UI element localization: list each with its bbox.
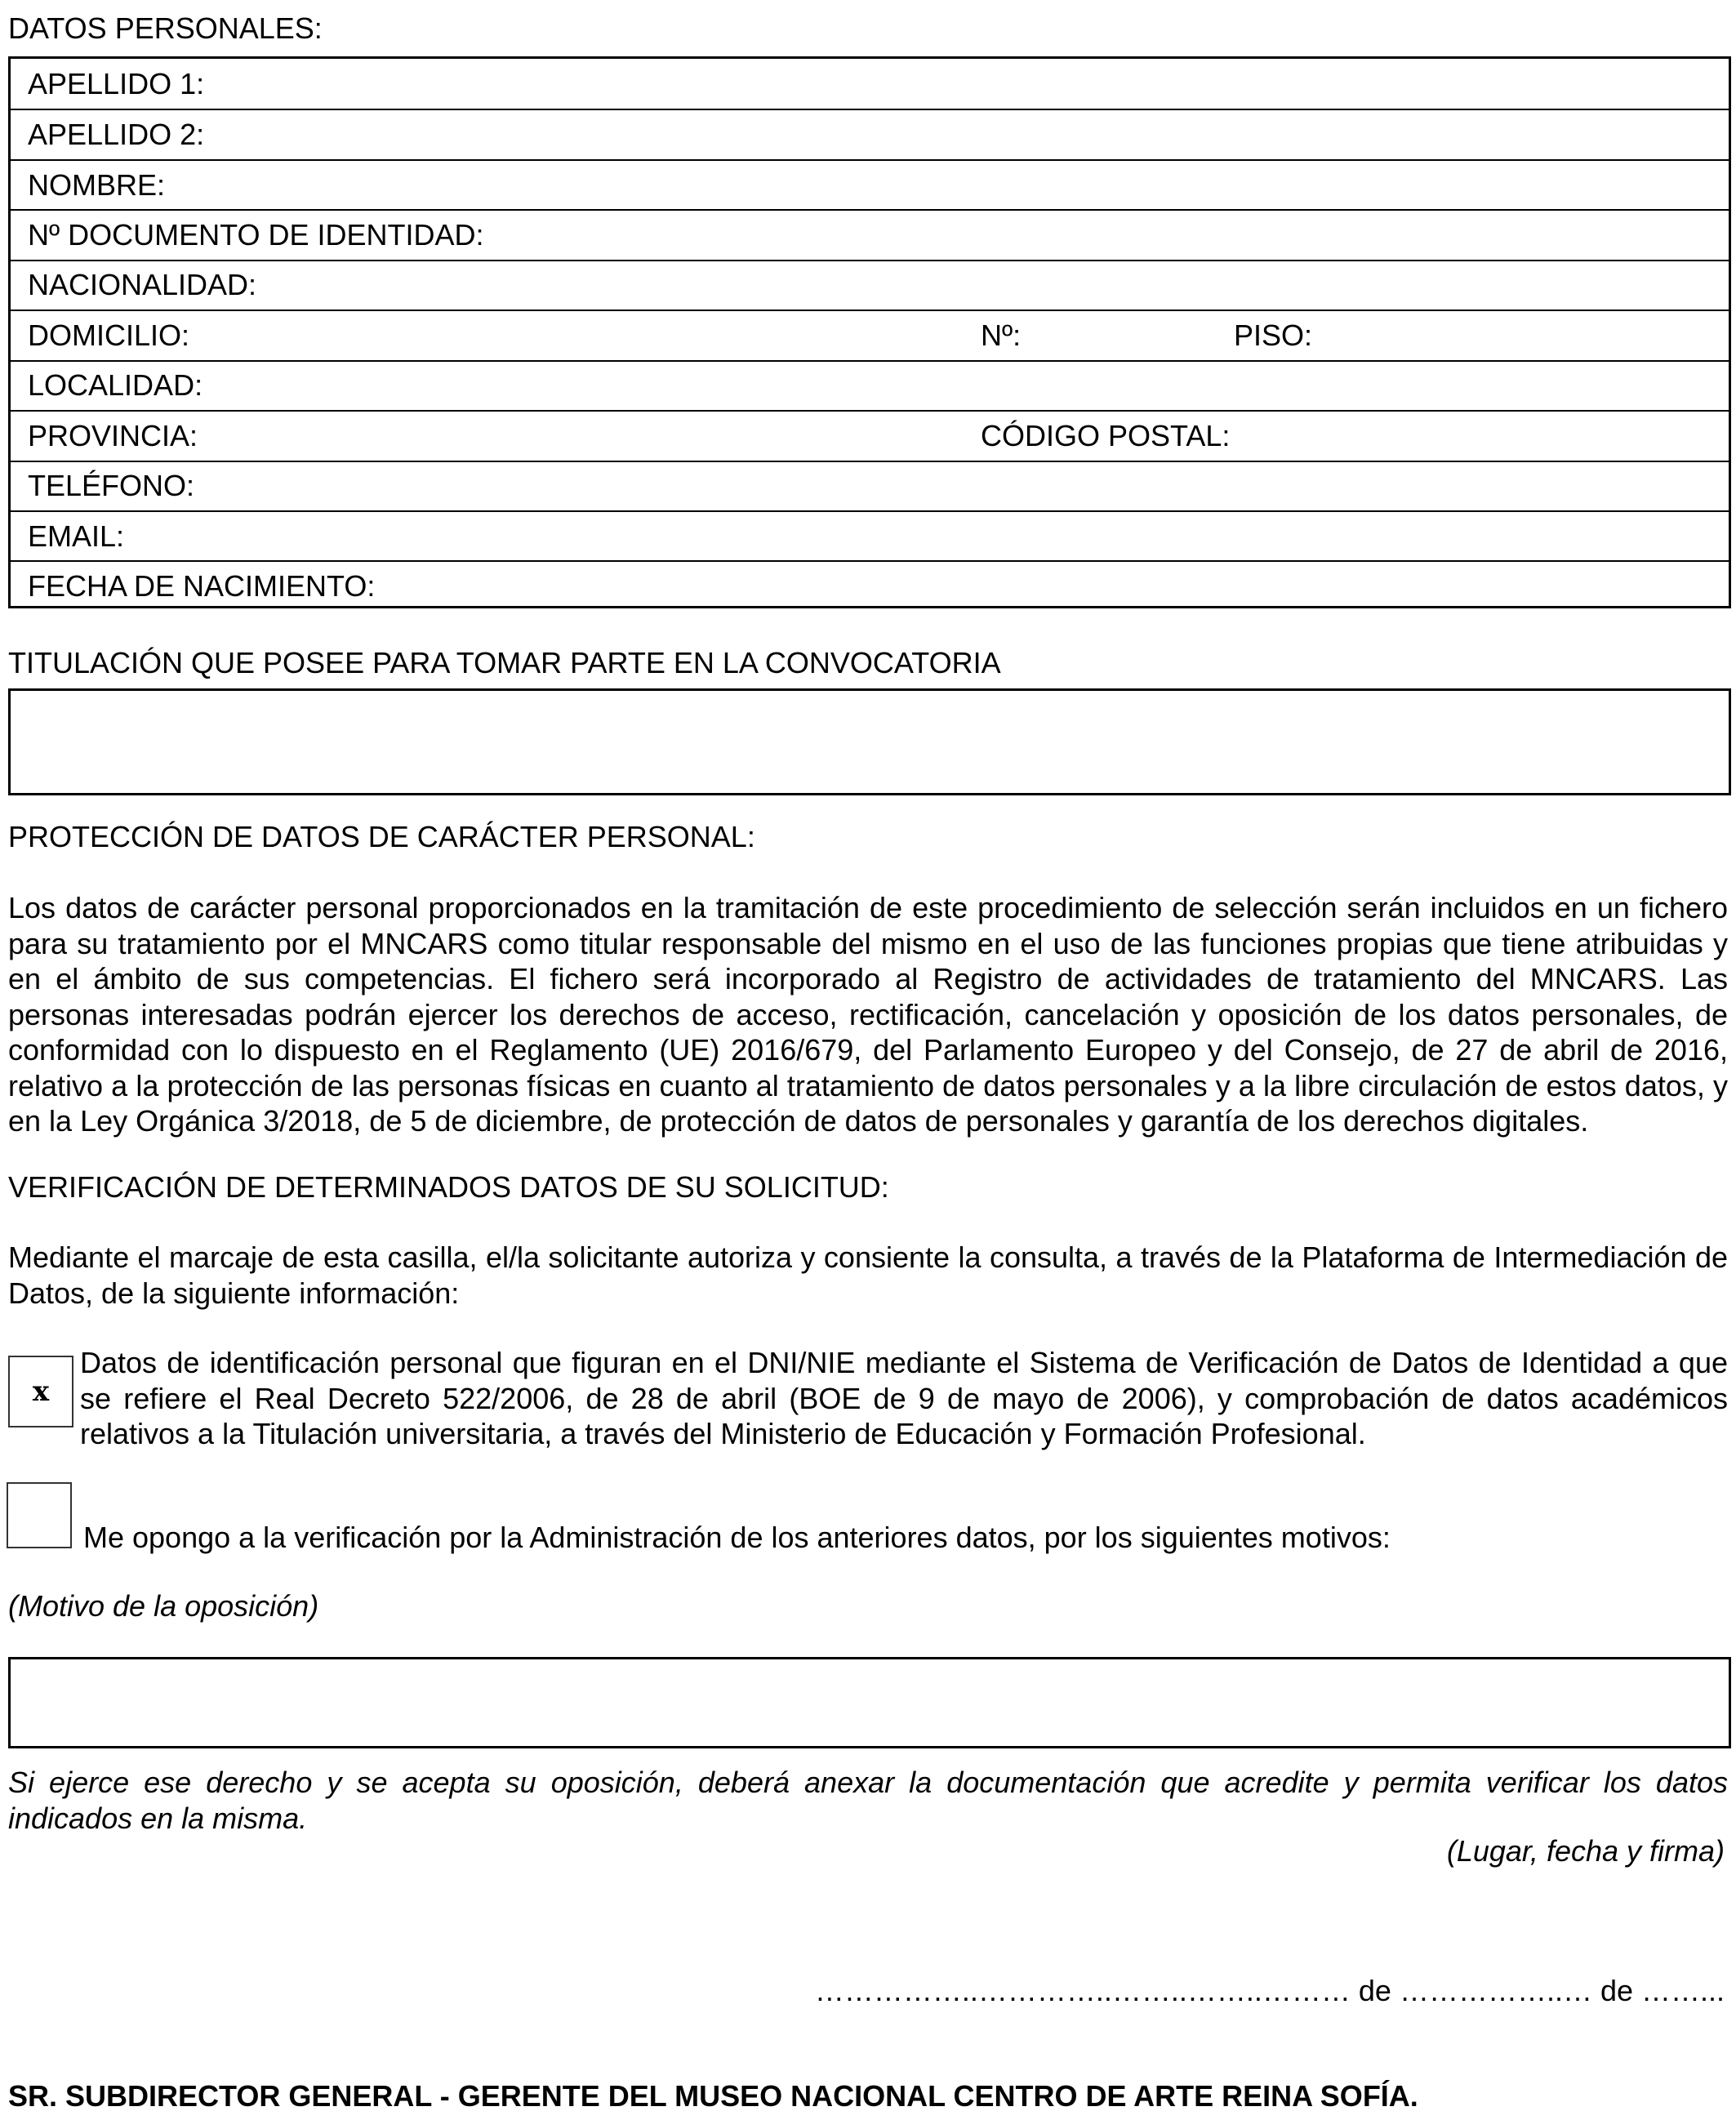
codigo-postal-label: CÓDIGO POSTAL: bbox=[981, 418, 1231, 452]
row-documento[interactable] bbox=[11, 209, 1729, 259]
row-apellido2[interactable] bbox=[11, 109, 1729, 158]
titulacion-field[interactable] bbox=[8, 688, 1731, 795]
nacionalidad-label: NACIONALIDAD: bbox=[28, 268, 257, 302]
nombre-label: NOMBRE: bbox=[28, 167, 166, 202]
piso-label: PISO: bbox=[1234, 318, 1313, 352]
date-place-line[interactable]: ……………..…………..……..……..……… de ……………..… de ……... bbox=[814, 1974, 1725, 2007]
telefono-label: TELÉFONO: bbox=[28, 469, 195, 503]
row-localidad[interactable] bbox=[11, 360, 1729, 410]
oposicion-note: Si ejerce ese derecho y se acepta su oposición, deberá anexar la documentación que acredite y permita verificar los datos indicados en la misma. bbox=[8, 1766, 1728, 1835]
consent-checkbox[interactable] bbox=[8, 1356, 73, 1427]
documento-label: Nº DOCUMENTO DE IDENTIDAD: bbox=[28, 218, 484, 252]
fecha-nacimiento-label: FECHA DE NACIMIENTO: bbox=[28, 569, 376, 603]
check-mark-icon: x bbox=[32, 1375, 50, 1408]
motivo-field[interactable] bbox=[8, 1657, 1731, 1748]
addressee: SR. SUBDIRECTOR GENERAL - GERENTE DEL MUSEO NACIONAL CENTRO DE ARTE REINA SOFÍA. bbox=[8, 2079, 1418, 2113]
row-email[interactable] bbox=[11, 510, 1729, 560]
domicilio-label: DOMICILIO: bbox=[28, 318, 190, 352]
row-provincia[interactable] bbox=[11, 410, 1729, 460]
numero-label: Nº: bbox=[981, 318, 1022, 352]
row-apellido1[interactable] bbox=[11, 59, 1729, 109]
provincia-label: PROVINCIA: bbox=[28, 418, 198, 452]
motivo-label: (Motivo de la oposición) bbox=[8, 1589, 319, 1623]
oppose-checkbox[interactable] bbox=[7, 1482, 72, 1548]
email-label: EMAIL: bbox=[28, 519, 125, 553]
verificacion-intro: Mediante el marcaje de esta casilla, el/la solicitante autoriza y consiente la consulta, a través de la Plataforma de Intermediación de Datos, de la siguiente información: bbox=[8, 1240, 1728, 1310]
row-fecha-nacimiento[interactable] bbox=[11, 560, 1729, 610]
personal-data-table bbox=[8, 56, 1731, 608]
signature-label: (Lugar, fecha y firma) bbox=[1446, 1834, 1725, 1868]
proteccion-heading: PROTECCIÓN DE DATOS DE CARÁCTER PERSONAL: bbox=[8, 820, 755, 853]
row-domicilio[interactable] bbox=[11, 310, 1729, 359]
localidad-label: LOCALIDAD: bbox=[28, 368, 203, 403]
personal-data-heading: DATOS PERSONALES: bbox=[8, 11, 323, 45]
titulacion-heading: TITULACIÓN QUE POSEE PARA TOMAR PARTE EN LA CONVOCATORIA bbox=[8, 646, 1001, 679]
oppose-option-text: Me opongo a la verificación por la Administración de los anteriores datos, por los siguientes motivos: bbox=[83, 1521, 1391, 1554]
row-nombre[interactable] bbox=[11, 159, 1729, 209]
verificacion-heading: VERIFICACIÓN DE DETERMINADOS DATOS DE SU SOLICITUD: bbox=[8, 1170, 889, 1204]
proteccion-text: Los datos de carácter personal proporcionados en la tramitación de este procedimiento de selección serán incluidos en un fichero para su tratamiento por el MNCARS como titular responsable del mismo en el uso de las funciones propias que tiene atribuidas y en el ámbito de sus competencias. El fichero será incorporado al Registro de actividades de tratamiento del MNCARS. Las personas interesadas podrán ejercer los derechos de acceso, rectificación, cancelación y oposición de los datos personales, de conformidad con lo dispuesto en el Reglamento (UE) 2016/679, del Parlamento Europeo y del Consejo, de 27 de abril de 2016, relativo a la protección de las personas físicas en cuanto al tratamiento de datos personales y a la libre circulación de estos datos, y en la Ley Orgánica 3/2018, de 5 de diciembre, de protección de datos de personales y garantía de los derechos digitales. bbox=[8, 891, 1728, 1138]
row-nacionalidad[interactable] bbox=[11, 260, 1729, 310]
row-telefono[interactable] bbox=[11, 461, 1729, 510]
apellido2-label: APELLIDO 2: bbox=[28, 118, 205, 152]
consent-option-text: Datos de identificación personal que figuran en el DNI/NIE mediante el Sistema de Verificación de Datos de Identidad a que se refiere el Real Decreto 522/2006, de 28 de abril (BOE de 9 de mayo de 2006), y comprobación de datos académicos relativos a la Titulación universitaria, a través del Ministerio de Educación y Formación Profesional. bbox=[80, 1346, 1728, 1450]
apellido1-label: APELLIDO 1: bbox=[28, 66, 205, 100]
